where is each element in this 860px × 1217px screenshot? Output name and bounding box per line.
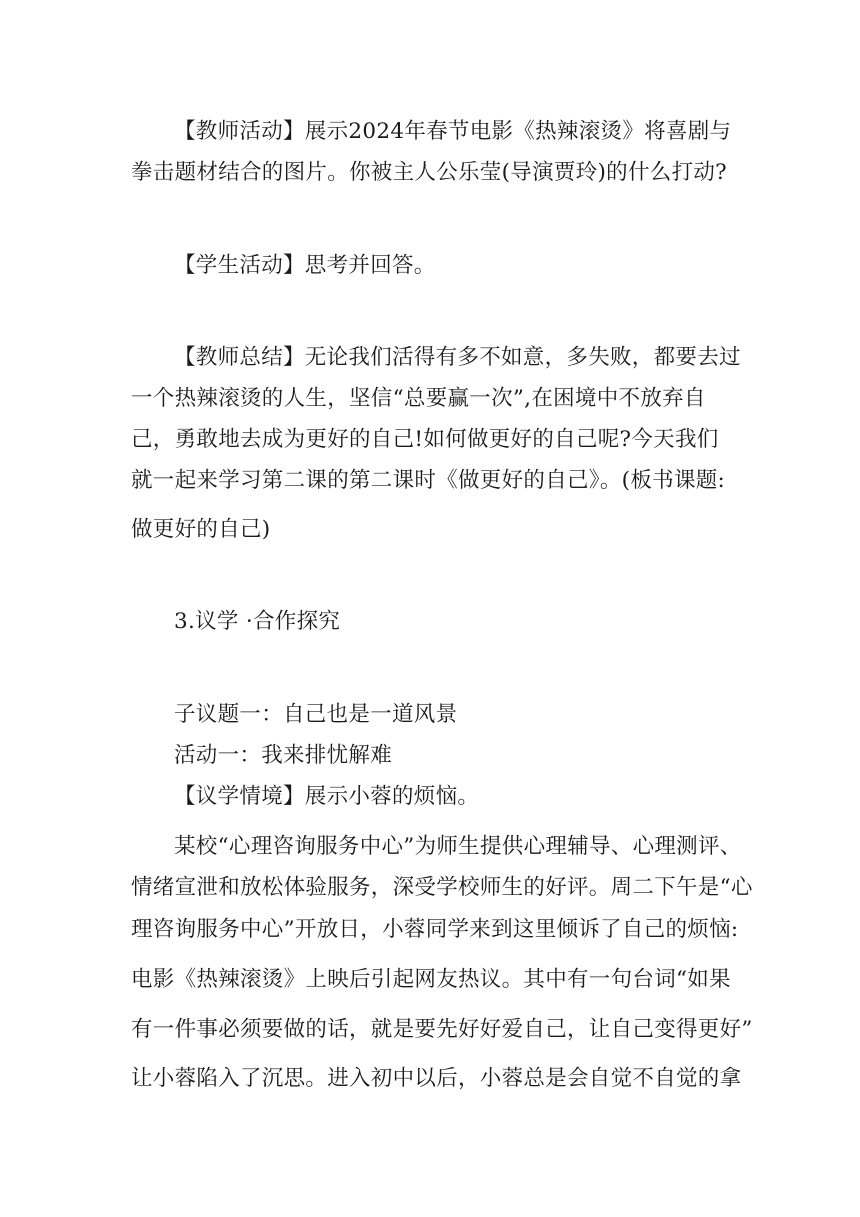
student-activity-line-1: 【学生活动】思考并回答。 bbox=[174, 253, 436, 278]
teacher-summary-line-4: 就一起来学习第二课的第二课时《做更好的自己》。(板书课题: bbox=[131, 468, 726, 493]
sub-topic-line-3: 【议学情境】展示小蓉的烦恼。 bbox=[174, 784, 480, 809]
teacher-summary-line-3: 己，勇敢地去成为更好的自己!如何做更好的自己呢?今天我们 bbox=[131, 427, 719, 452]
scenario-line-3: 理咨询服务中心”开放日，小蓉同学来到这里倾诉了自己的烦恼: bbox=[131, 917, 739, 942]
teacher-activity-line-1: 【教师活动】展示2024年春节电影《热辣滚烫》将喜剧与 bbox=[174, 119, 732, 144]
section-heading: 3.议学 ·合作探究 bbox=[174, 609, 341, 634]
sub-topic-line-1: 子议题一：自己也是一道风景 bbox=[174, 702, 458, 727]
teacher-summary-line-5: 做更好的自己) bbox=[131, 517, 271, 542]
scenario-line-1: 某校“心理咨询服务中心”为师生提供心理辅导、心理测评、 bbox=[174, 834, 742, 859]
teacher-activity-line-2: 拳击题材结合的图片。你被主人公乐莹(导演贾玲)的什么打动? bbox=[131, 160, 728, 185]
sub-topic-line-2: 活动一：我来排忧解难 bbox=[174, 743, 393, 768]
scenario-line-5: 有一件事必须要做的话，就是要先好好爱自己，让自己变得更好” bbox=[131, 1017, 753, 1042]
teacher-summary-line-1: 【教师总结】无论我们活得有多不如意，多失败，都要去过 bbox=[174, 345, 741, 370]
scenario-line-2: 情绪宣泄和放松体验服务，深受学校师生的好评。周二下午是“心 bbox=[131, 875, 753, 900]
teacher-summary-line-2: 一个热辣滚烫的人生，坚信“总要赢一次”,在困境中不放弃自 bbox=[131, 386, 706, 411]
scenario-line-6: 让小蓉陷入了沉思。进入初中以后，小蓉总是会自觉不自觉的拿 bbox=[131, 1066, 742, 1091]
scenario-line-4: 电影《热辣滚烫》上映后引起网友热议。其中有一句台词“如果 bbox=[131, 967, 731, 992]
